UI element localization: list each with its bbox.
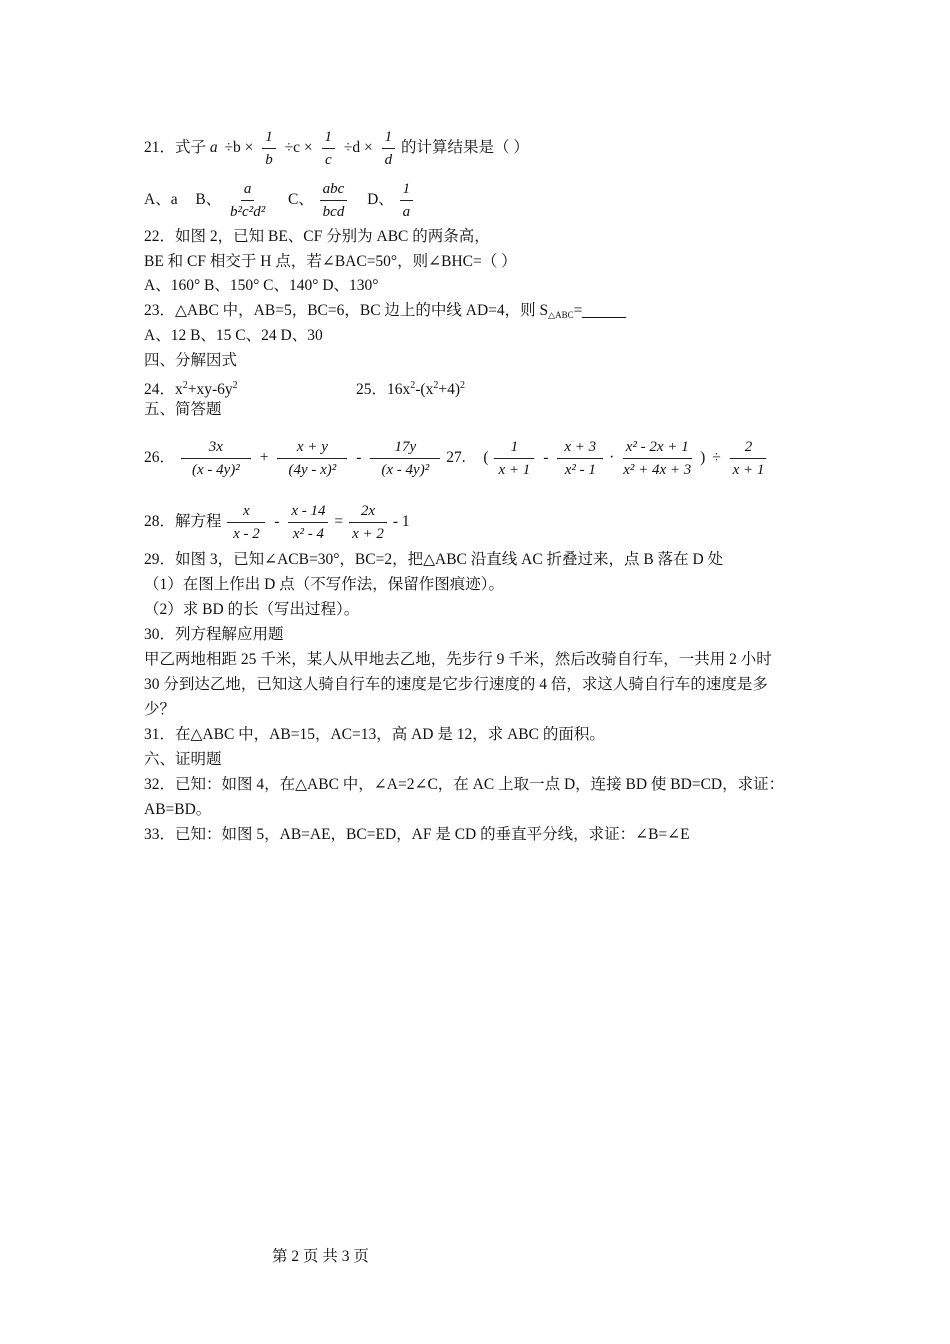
question-29-line2: （1）在图上作出 D 点（不写作法，保留作图痕迹）。 [144,576,504,593]
question-text: 28．解方程 [144,513,222,531]
question-28: 28．解方程 $\frac{x}{x - 2}$ - $\frac{x - 14}{\text{x² - 4}}$ = $\frac{2x}{x + 2}$ - 1 [144,503,410,542]
fraction: $\frac{1}{c}$ [322,128,336,169]
math-op: ÷c × [284,139,313,157]
option-d-fraction: $\frac{1}{a}$ [400,180,414,221]
section-heading: 五、简答题 [144,401,222,418]
fraction: $\frac{1}{b}$ [262,128,276,169]
question-21: 21．式子 a ÷b × $\frac{1}{b}$ ÷c × $\frac{1}{c}$ ÷d × $\frac{1}{d}$ 的计算结果是（ ） [144,129,529,168]
question-29-line3: （2）求 BD 的长（写出过程）。 [144,601,360,618]
question-31: 31．在△ABC 中，AB=15，AC=13，高 AD 是 12，求 ABC 的面积。 [144,726,605,743]
math-expression: $x^2+xy-6y^2$ [175,380,238,398]
fraction: $\frac{x - 14}{\text{x² - 4}}$ [288,502,328,543]
question-32-line2: AB=BD。 [144,801,212,818]
section-heading: 六、证明题 [144,751,222,768]
math-var: a [209,139,218,157]
question-text: 式子 [175,139,207,157]
question-32-line1: 32．已知：如图 4，在△ABC 中，∠A=2∠C，在 AC 上取一点 D，连接 BD 使 BD=CD，求证： [144,776,785,793]
subscript: △ABC [548,310,574,320]
question-text: 的计算结果是（ ） [401,139,529,157]
fraction: $\frac{x + y}{\text{(4y - x)²}}$ [277,438,347,479]
question-30-line2: 甲乙两地相距 25 千米，某人从甲地去乙地，先步行 9 千米，然后改骑自行车，一共用 2 小时 [144,651,772,668]
section-heading: 四、分解因式 [144,352,238,369]
page-footer: 第 2 页 共 3 页 [272,1248,369,1265]
math-op: ÷b × [224,139,254,157]
question-24: 24．$x^2+xy-6y^2$ [144,380,238,398]
option-b-label: B、 [195,191,222,209]
question-30-line4: 少？ [144,701,176,718]
question-23: 23．△ABC 中，AB=5，BC=6，BC 边上的中线 AD=4，则 $S_{\triangle ABC}=$ [144,301,626,325]
option-d-label: D、 [367,191,394,209]
fraction: $\frac{1}{x + 1}$ [494,438,534,479]
question-29-line1: 29．如图 3，已知∠ACB=30°，BC=2，把△ABC 沿直线 AC 折叠过来，点 B 落在 D 处 [144,551,724,568]
question-30-line1: 30．列方程解应用题 [144,626,284,643]
question-number: 21 [144,139,160,157]
question-text: 23．△ABC 中，AB=5，BC=6，BC 边上的中线 AD=4，则 S [144,302,549,319]
option-c-fraction: $\frac{\text{abc}}{\text{bcd}}$ [320,180,348,221]
fraction: $\frac{2}{x + 1}$ [730,438,768,479]
question-33: 33．已知：如图 5，AB=AE，BC=ED，AF 是 CD 的垂直平分线，求证：∠B=∠E [144,826,690,843]
question-number: 27. [446,449,466,467]
question-22-line2: BE 和 CF 相交于 H 点，若∠BAC=50°，则∠BHC=（ ） [144,253,517,270]
question-22-line1: 22．如图 2，已知 BE、CF 分别为 ABC 的两条高， [144,228,490,245]
question-25: 25．$16x^2-(x^2+4)^2$ [356,380,465,398]
question-number: 26． [144,449,176,467]
fraction: $\frac{17y}{\text{(x - 4y)²}}$ [370,438,440,479]
answer-blank [582,303,626,318]
question-21-options [144,180,415,221]
math-expression: $16x^2-(x^2+4)^2$ [387,380,465,398]
question-22-options: A、160° B、150° C、140° D、130° [144,277,379,294]
fraction: $\frac{1}{d}$ [382,128,396,169]
question-23-options: A、12 B、15 C、24 D、30 [144,327,323,344]
fraction: $\frac{x}{x - 2}$ [227,502,265,543]
question-30-line3: 30 分到达乙地，已知这人骑自行车的速度是它步行速度的 4 倍，求这人骑自行车的速度是多 [144,676,768,693]
fraction: $\frac{2x}{x + 2}$ [349,502,387,543]
question-26-27: 26． $\frac{3x}{\text{(x - 4y)²}}$ + $\frac{x + y}{\text{(4y - x)²}}$ - $\frac{17y}{\text{(x - 4y)²}}$ 27. ( $\frac{1}{x + 1}$ - $\frac{x + 3}{\text{x² - 1}}$ · $\frac{\text{x² - 2x + 1}}{\text{x² + 4x + 3}}$ ) ÷ $\frac{2}{x + 1}$ [144,438,769,479]
fraction: $\frac{3x}{\text{(x - 4y)²}}$ [181,438,251,479]
fraction: $\frac{x + 3}{\text{x² - 1}}$ [557,438,603,479]
fraction: $\frac{\text{x² - 2x + 1}}{\text{x² + 4x + 3}}$ [623,439,692,478]
option-a: A、a [144,191,178,209]
math-op: ÷d × [343,139,373,157]
option-b-fraction: $\frac{a}{\text{b²c²d²}}$ [230,181,266,220]
option-c-label: C、 [287,191,314,209]
